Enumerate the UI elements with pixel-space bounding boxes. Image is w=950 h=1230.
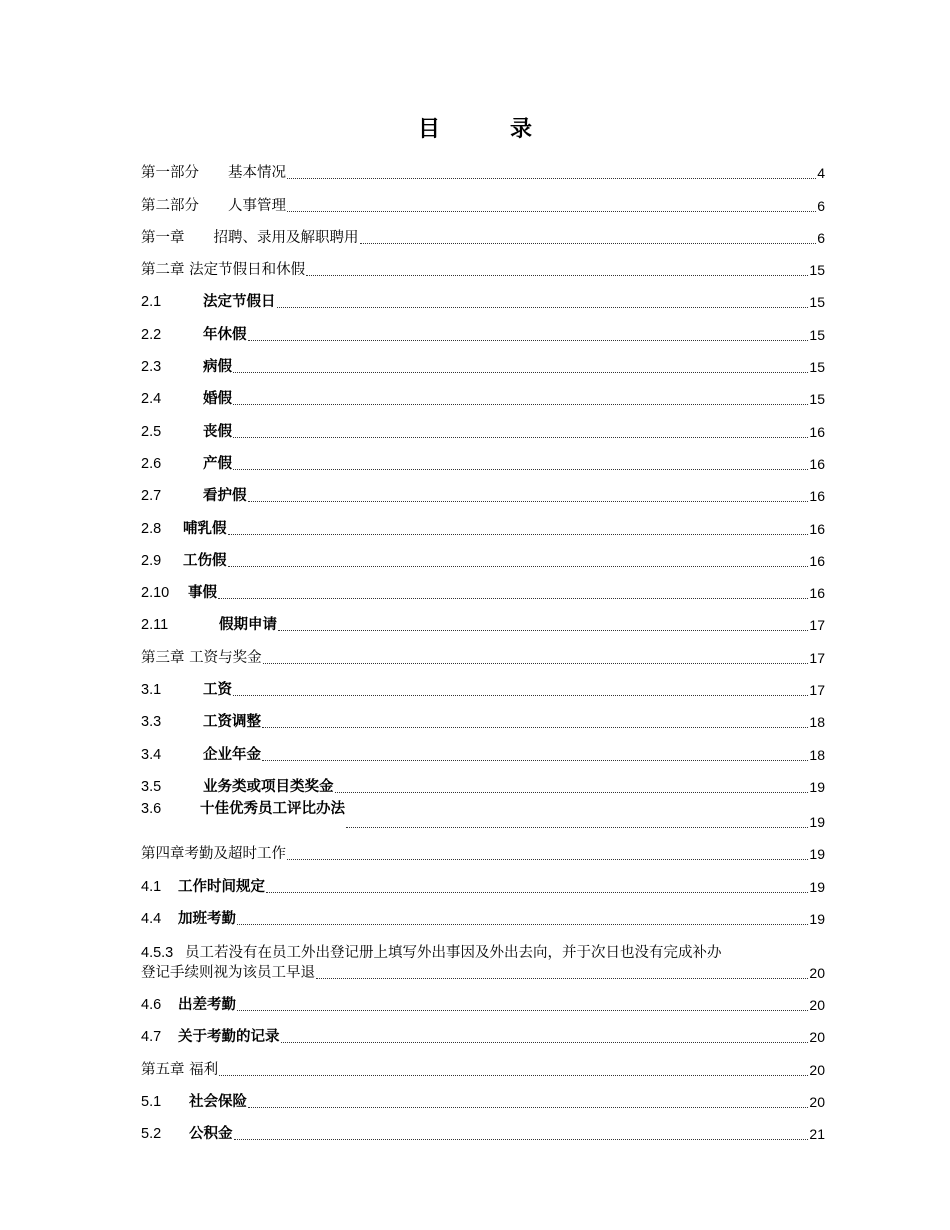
toc-page-number: 16 bbox=[809, 488, 825, 505]
toc-entry-number: 2.3 bbox=[141, 359, 162, 376]
toc-entry-text: 第二部分 人事管理 bbox=[141, 197, 286, 214]
toc-entry-text: 第三章 工资与奖金 bbox=[141, 649, 262, 666]
leader-dots bbox=[266, 891, 808, 893]
leader-dots bbox=[233, 403, 808, 405]
toc-page-number: 19 bbox=[809, 910, 825, 927]
leader-dots bbox=[287, 210, 816, 212]
toc-entry[interactable] bbox=[141, 699, 825, 731]
leader-dots bbox=[316, 977, 808, 979]
toc-page-number: 20 bbox=[809, 1094, 825, 1111]
toc-entry[interactable] bbox=[141, 570, 825, 602]
toc-entry-number: 2.4 bbox=[141, 391, 162, 408]
toc-page-number: 4 bbox=[817, 165, 825, 182]
toc-entry-number: 2.11 bbox=[141, 617, 169, 634]
toc-page-number: 17 bbox=[809, 649, 825, 666]
toc-entry-number: 5.1 bbox=[141, 1094, 162, 1111]
toc-entry[interactable] bbox=[141, 150, 825, 182]
leader-dots bbox=[335, 791, 809, 793]
leader-dots bbox=[248, 1106, 808, 1108]
toc-entry-text: 第二章 法定节假日和休假 bbox=[141, 262, 306, 279]
toc-page-number: 16 bbox=[809, 585, 825, 602]
toc-entry-text: 业务类或项目类奖金 bbox=[203, 778, 334, 795]
toc-entry[interactable] bbox=[141, 505, 825, 537]
leader-dots bbox=[228, 533, 809, 535]
toc-entry-text: 关于考勤的记录 bbox=[178, 1029, 280, 1046]
toc-entry[interactable] bbox=[141, 602, 825, 634]
toc-entry-number: 4.1 bbox=[141, 878, 162, 895]
toc-entry[interactable] bbox=[141, 764, 825, 796]
toc-entry[interactable] bbox=[141, 279, 825, 311]
toc-entry-text: 丧假 bbox=[203, 423, 232, 440]
toc-page-number: 19 bbox=[809, 778, 825, 795]
toc-entry[interactable] bbox=[141, 896, 825, 928]
toc-entry-text: 法定节假日 bbox=[203, 294, 276, 311]
toc-page-number: 17 bbox=[809, 682, 825, 699]
leader-dots bbox=[278, 629, 808, 631]
toc-entry-text: 年休假 bbox=[203, 326, 247, 343]
toc-entry-number: 2.7 bbox=[141, 488, 162, 505]
toc-entry[interactable] bbox=[141, 344, 825, 376]
toc-page-number: 15 bbox=[809, 391, 825, 408]
leader-dots bbox=[346, 826, 808, 828]
toc-entry-number: 2.5 bbox=[141, 423, 162, 440]
leader-dots bbox=[263, 662, 809, 664]
toc-entry-text: 员工若没有在员工外出登记册上填写外出事因及外出去向，并于次日也没有完成补办 bbox=[185, 944, 722, 961]
toc-entry[interactable] bbox=[141, 731, 825, 763]
toc-entry-text: 十佳优秀员工评比办法 bbox=[200, 800, 345, 817]
toc-entry-text: 产假 bbox=[203, 455, 232, 472]
toc-entry-number: 3.3 bbox=[141, 714, 162, 731]
toc-entry-text: 工作时间规定 bbox=[178, 878, 265, 895]
toc-entry-text: 工伤假 bbox=[183, 552, 227, 569]
toc-page-number: 20 bbox=[809, 997, 825, 1014]
toc-entry[interactable] bbox=[141, 928, 825, 982]
toc-page-number: 19 bbox=[809, 846, 825, 863]
toc-entry-text: 加班考勤 bbox=[178, 910, 236, 927]
toc-entry-text: 哺乳假 bbox=[183, 520, 227, 537]
toc-entry[interactable] bbox=[141, 311, 825, 343]
toc-entry[interactable] bbox=[141, 1111, 825, 1143]
toc-entry-text: 第五章 福利 bbox=[141, 1061, 219, 1078]
toc-page-number: 20 bbox=[809, 1061, 825, 1078]
toc-entry-number: 4.6 bbox=[141, 997, 162, 1014]
leader-dots bbox=[287, 177, 816, 179]
toc-entry[interactable] bbox=[141, 1046, 825, 1078]
toc-entry-number: 2.8 bbox=[141, 520, 162, 537]
toc-page-number: 15 bbox=[809, 262, 825, 279]
toc-entry-number: 2.10 bbox=[141, 585, 170, 602]
table-of-contents bbox=[141, 150, 825, 1143]
toc-entry[interactable] bbox=[141, 215, 825, 247]
toc-entry-text: 社会保险 bbox=[189, 1094, 247, 1111]
leader-dots bbox=[248, 500, 809, 502]
toc-entry-number: 4.5.3 bbox=[141, 944, 174, 961]
toc-entry[interactable] bbox=[141, 182, 825, 214]
leader-dots bbox=[228, 565, 809, 567]
toc-entry[interactable] bbox=[141, 1079, 825, 1111]
toc-page-number: 16 bbox=[809, 520, 825, 537]
toc-page-number: 16 bbox=[809, 552, 825, 569]
toc-entry-text: 工资调整 bbox=[203, 714, 261, 731]
leader-dots bbox=[360, 242, 817, 244]
toc-page-number: 6 bbox=[817, 197, 825, 214]
toc-entry-number: 2.2 bbox=[141, 326, 162, 343]
toc-entry-text: 工资 bbox=[203, 682, 232, 699]
leader-dots bbox=[281, 1041, 809, 1043]
toc-page-number: 16 bbox=[809, 423, 825, 440]
leader-dots bbox=[233, 694, 808, 696]
leader-dots bbox=[218, 597, 808, 599]
toc-entry[interactable] bbox=[141, 831, 825, 863]
toc-entry-text: 公积金 bbox=[189, 1126, 233, 1143]
toc-page-number: 15 bbox=[809, 326, 825, 343]
toc-entry[interactable] bbox=[141, 441, 825, 473]
toc-entry-text: 婚假 bbox=[203, 391, 232, 408]
toc-entry-number: 3.6 bbox=[141, 800, 162, 817]
toc-page-number: 20 bbox=[809, 1029, 825, 1046]
toc-entry[interactable] bbox=[141, 538, 825, 570]
leader-dots bbox=[237, 1009, 808, 1011]
toc-page-number: 19 bbox=[809, 813, 825, 830]
toc-entry[interactable] bbox=[141, 1014, 825, 1046]
toc-page-number: 6 bbox=[817, 229, 825, 246]
toc-entry[interactable] bbox=[141, 408, 825, 440]
toc-entry[interactable] bbox=[141, 473, 825, 505]
toc-entry-text: 第一章 招聘、录用及解职聘用 bbox=[141, 229, 359, 246]
toc-entry[interactable] bbox=[141, 247, 825, 279]
toc-entry-text: 第一部分 基本情况 bbox=[141, 165, 286, 182]
leader-dots bbox=[306, 274, 808, 276]
toc-entry[interactable] bbox=[141, 667, 825, 699]
toc-entry-number: 2.1 bbox=[141, 294, 162, 311]
toc-page-number: 15 bbox=[809, 294, 825, 311]
toc-entry-number: 5.2 bbox=[141, 1126, 162, 1143]
toc-entry-number: 3.4 bbox=[141, 746, 162, 763]
leader-dots bbox=[233, 371, 808, 373]
toc-entry-text-continued: 登记手续则视为该员工早退 bbox=[141, 964, 315, 981]
toc-entry-text: 看护假 bbox=[203, 488, 247, 505]
toc-entry[interactable] bbox=[141, 376, 825, 408]
leader-dots bbox=[262, 759, 808, 761]
toc-page-number: 18 bbox=[809, 714, 825, 731]
leader-dots bbox=[219, 1074, 808, 1076]
toc-page-number: 16 bbox=[809, 455, 825, 472]
leader-dots bbox=[234, 1138, 809, 1140]
leader-dots bbox=[287, 858, 808, 860]
toc-entry-number: 4.7 bbox=[141, 1029, 162, 1046]
toc-entry[interactable] bbox=[141, 796, 825, 831]
toc-entry-number: 3.1 bbox=[141, 682, 162, 699]
toc-page-number: 20 bbox=[809, 964, 825, 981]
toc-entry-number: 2.6 bbox=[141, 455, 162, 472]
toc-entry-number: 3.5 bbox=[141, 778, 162, 795]
toc-entry[interactable] bbox=[141, 634, 825, 666]
leader-dots bbox=[262, 726, 808, 728]
toc-entry-text: 事假 bbox=[188, 585, 217, 602]
leader-dots bbox=[233, 436, 808, 438]
leader-dots bbox=[248, 339, 809, 341]
toc-page-number: 18 bbox=[809, 746, 825, 763]
toc-entry-text: 出差考勤 bbox=[178, 997, 236, 1014]
toc-entry-text: 病假 bbox=[203, 359, 232, 376]
toc-entry[interactable] bbox=[141, 863, 825, 895]
toc-page-number: 19 bbox=[809, 878, 825, 895]
toc-entry-text: 企业年金 bbox=[203, 746, 261, 763]
toc-page-number: 17 bbox=[809, 617, 825, 634]
toc-entry-number: 2.9 bbox=[141, 552, 162, 569]
toc-entry-number: 4.4 bbox=[141, 910, 162, 927]
leader-dots bbox=[277, 306, 809, 308]
leader-dots bbox=[233, 468, 808, 470]
toc-page-number: 15 bbox=[809, 359, 825, 376]
toc-title: 目 录 bbox=[417, 117, 556, 142]
toc-entry-text: 第四章考勤及超时工作 bbox=[141, 846, 286, 863]
toc-entry[interactable] bbox=[141, 982, 825, 1014]
leader-dots bbox=[237, 923, 808, 925]
toc-page-number: 21 bbox=[809, 1126, 825, 1143]
toc-entry-text: 假期申请 bbox=[219, 617, 277, 634]
